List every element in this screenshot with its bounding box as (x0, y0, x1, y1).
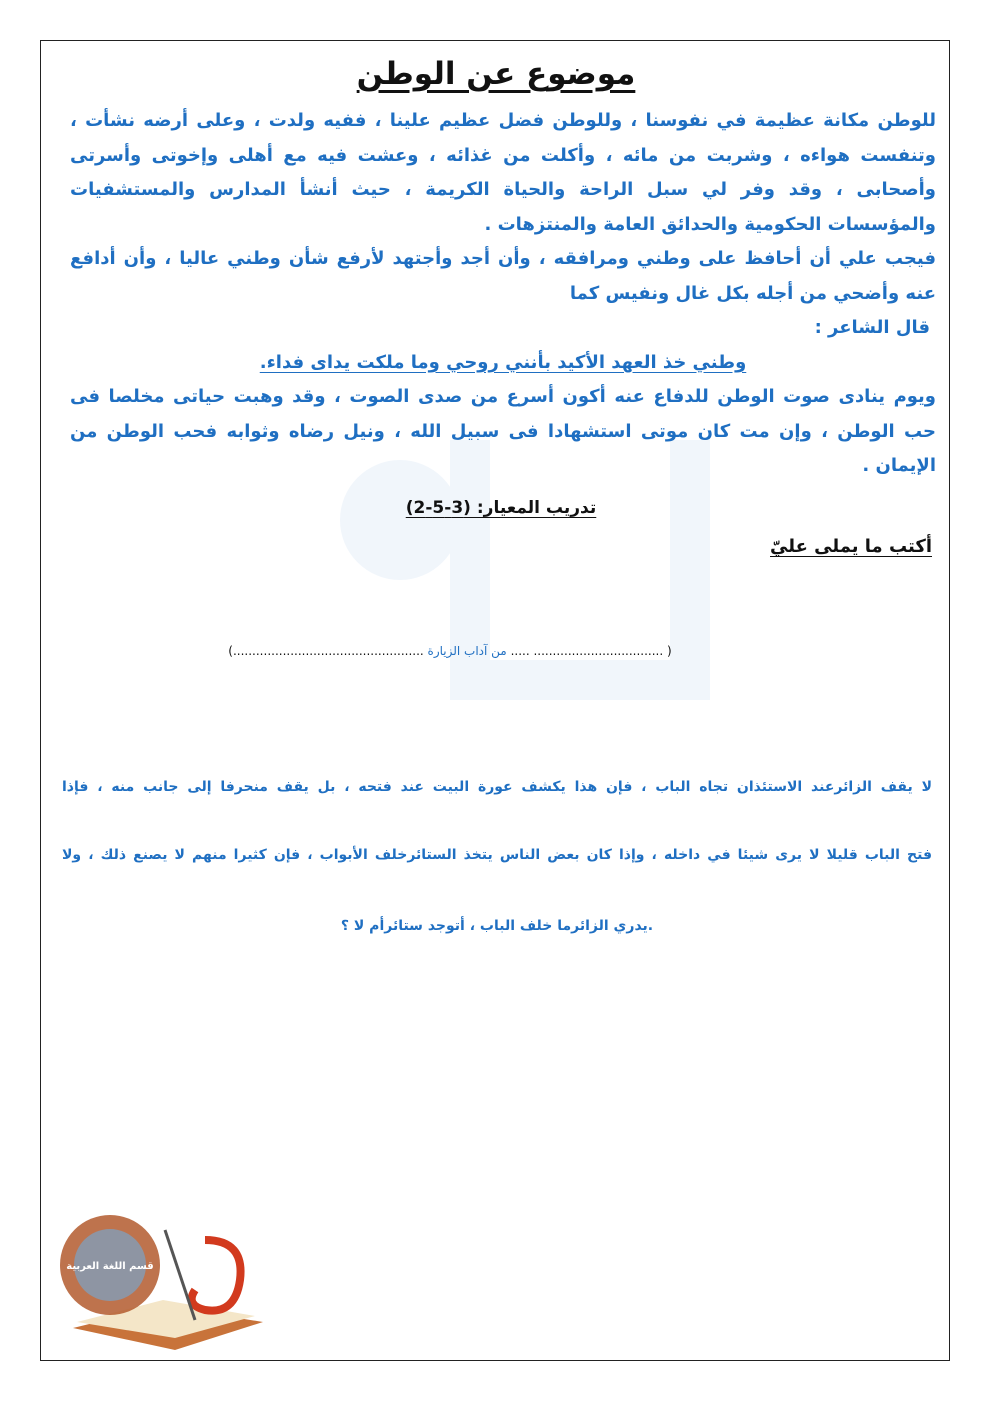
dots-mid: ..... (510, 644, 530, 658)
page-title (0, 56, 992, 92)
essay-paragraph-3: ويوم ينادى صوت الوطن للدفاع عنه أكون أسرع من صدى الصوت ، وقد وهبت حياتى مخلصا فى حب الوطن ، وإن مت كان موتى استشهادا فى سبيل الله ، ونيل رضاه وثوابه فحب الوطن من الإيمان . (70, 386, 936, 476)
page-title-text: موضوع عن الوطن (356, 56, 636, 92)
poem-line: وطني خذ العهد الأكيد بأنني روحي وما ملكت يداى فداء. (259, 351, 747, 373)
training-heading: تدريب المعيار: (3-5-2) (405, 498, 597, 518)
dictation-title-line (150, 644, 750, 658)
dots-right: .................................. (533, 644, 664, 658)
logo-text: قسم اللغة العربية (66, 1261, 154, 1272)
essay-paragraph-2: فيجب علي أن أحافظ على وطني ومرافقه ، وأن أجد وأجتهد لأرفع شأن وطني عاليا ، وأن أدافع عنه وأضحي من أجله بكل غال ونفيس كما (70, 248, 936, 304)
calligraphy-stroke-shape (192, 1240, 241, 1311)
dictation-title: من آداب الزيارة (427, 644, 507, 658)
department-logo (55, 1210, 275, 1355)
dots-left: .................................................. (232, 644, 424, 658)
close-paren: ) (228, 644, 233, 658)
dictation-line-1: لا يقف الزائرعند الاستئذان تجاه الباب ، فإن هذا يكشف عورة البيت عند فتحه ، بل يقف منحرفا إلى جانب منه ، فإذا (62, 779, 932, 795)
essay-paragraph-1: للوطن مكانة عظيمة في نفوسنا ، وللوطن فضل عظيم علينا ، ففيه ولدت ، وعلى أرضه نشأت ، وتنفست هواءه ، وشربت من مائه ، وأكلت من غذائه ، وعشت فيه مع أهلى وإخوتى وأسرتى وأصحابى ، وقد وفر لي سبل الراحة والحياة الكريمة ، حيث أنشأ المدارس والمستشفيات والمؤسسات الحكومية والحدائق العامة والمنتزهات . (70, 110, 936, 235)
open-paren: ( (667, 644, 672, 658)
poet-intro: قال الشاعر : (814, 317, 930, 338)
training-instruction: أكتب ما يملى عليّ (770, 536, 932, 557)
dictation-line-2: فتح الباب قليلا لا يرى شيئا في داخله ، وإذا كان بعض الناس يتخذ الستائرخلف الأبواب ، فإن كثيرا منهم لا يصنع ذلك ، ولا (62, 847, 932, 863)
essay-body (70, 104, 936, 484)
dictation-line-3: .يدري الزائرما خلف الباب ، أتوجد ستائرأم لا ؟ (340, 918, 654, 934)
